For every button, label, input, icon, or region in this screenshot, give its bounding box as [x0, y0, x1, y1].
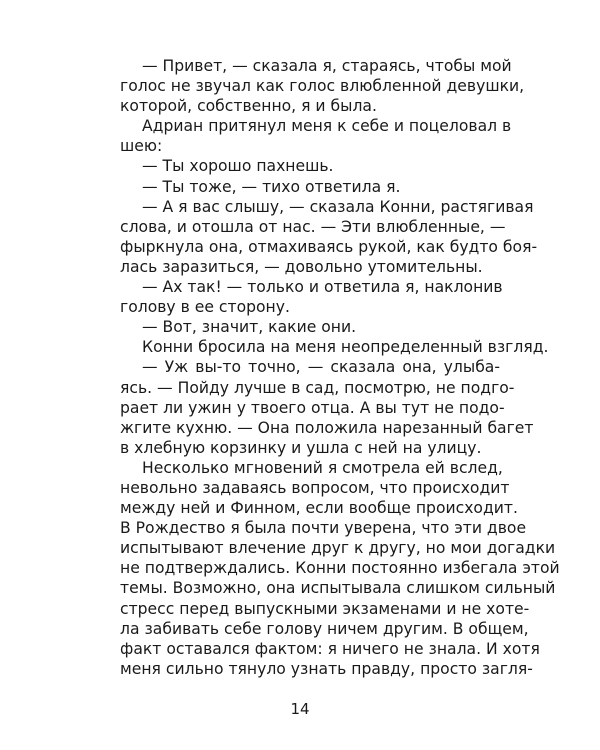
text-line: голос не звучал как голос влюбленной девушки,	[120, 77, 525, 96]
text-line: Несколько мгновений я смотрела ей вслед,	[142, 458, 503, 477]
text-line: лась заразиться, — довольно утомительны.	[120, 257, 483, 276]
text-line: стресс перед выпускными экзаменами и не хоте-	[120, 599, 530, 618]
text-line: голову в ее сторону.	[120, 298, 290, 317]
text-line: ла забивать себе голову ничем другим. В общем,	[120, 619, 529, 638]
text-line: которой, собственно, я и была.	[120, 97, 377, 116]
text-line: слова, и отошла от нас. — Эти влюбленные, —	[120, 217, 506, 236]
text-line: фыркнула она, отмахиваясь рукой, как будто боя-	[120, 237, 538, 256]
text-line: факт оставался фактом: я ничего не знала. И хотя	[120, 639, 540, 658]
text-line: — Привет, — сказала я, стараясь, чтобы мой	[142, 57, 512, 75]
text-line: ясь. — Пойду лучше в сад, посмотрю, не подго-	[120, 378, 515, 397]
text-line: — Вот, значит, какие они.	[142, 318, 357, 337]
text-line: темы. Возможно, она испытывала слишком сильный	[120, 579, 556, 598]
text-line: жгите кухню. — Она положила нарезанный багет	[120, 418, 534, 437]
text-line: не подтверждались. Конни постоянно избегала этой	[120, 559, 560, 578]
text-line: невольно задаваясь вопросом, что происходит	[120, 478, 510, 497]
text-line: между ней и Финном, если вообще происходит.	[120, 499, 518, 518]
text-line: Адриан притянул меня к себе и поцеловал в	[142, 117, 512, 136]
text-line: — Ты тоже, — тихо ответила я.	[142, 177, 401, 196]
text-line: В Рождество я была почти уверена, что эти двое	[120, 519, 527, 538]
text-line: испытывают влечение друг к другу, но мои догадки	[120, 539, 556, 558]
text-line: — А я вас слышу, — сказала Конни, растягивая	[142, 197, 534, 216]
body-text	[120, 56, 560, 679]
text-line: — Ты хорошо пахнешь.	[142, 157, 334, 176]
text-line: — Уж вы-то точно, — сказала она, улыба-	[142, 358, 500, 377]
text-line: в хлебную корзинку и ушла с ней на улицу.	[120, 438, 482, 457]
page-number: 14	[290, 700, 310, 718]
text-line: Конни бросила на меня неопределенный взгляд.	[142, 338, 549, 357]
text-line: шею:	[120, 137, 163, 156]
text-line: — Ах так! — только и ответила я, наклонив	[142, 278, 503, 297]
text-line: рает ли ужин у твоего отца. А вы тут не подо-	[120, 398, 505, 417]
text-line: меня сильно тянуло узнать правду, просто загля-	[120, 659, 533, 678]
